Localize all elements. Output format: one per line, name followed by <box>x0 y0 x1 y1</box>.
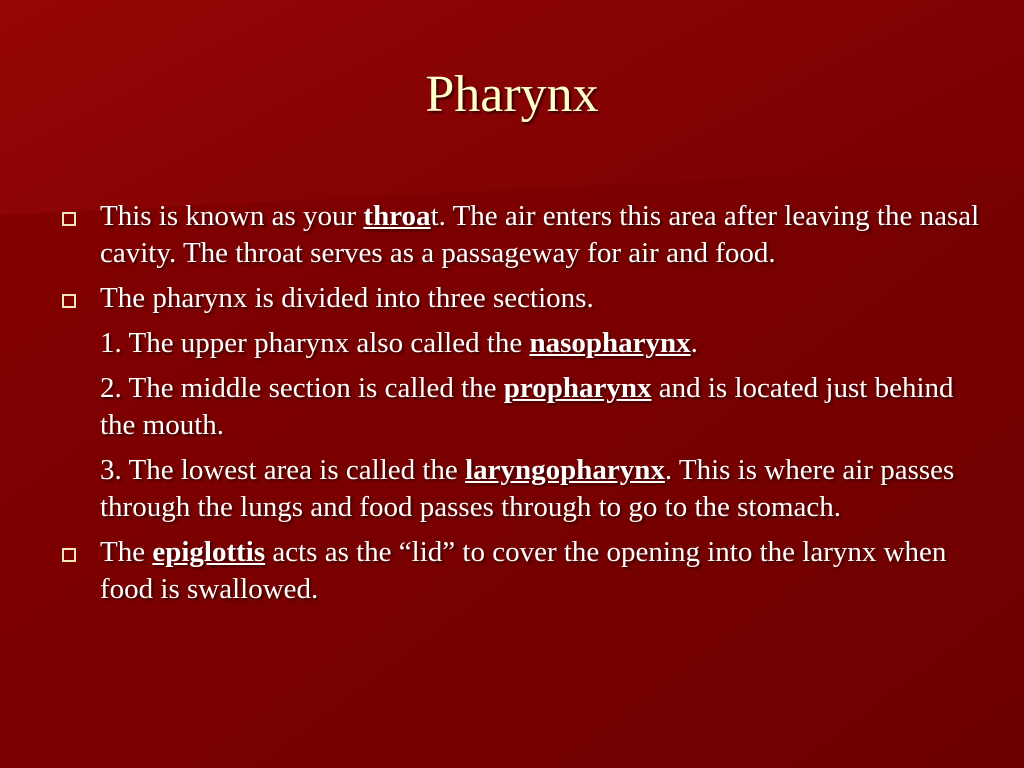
term-laryngopharynx-link[interactable]: laryngopharynx <box>465 454 665 486</box>
bullet-item-sections <box>60 280 980 317</box>
term-epiglottis-link[interactable]: epiglottis <box>152 536 266 568</box>
sub-item-text-post: and is located just behind the mouth. <box>100 372 954 441</box>
sub-item-upper-pharynx <box>60 325 980 362</box>
sub-item-middle-section <box>60 370 980 444</box>
sub-item-text-post: . This is where air passes through the lungs and food passes through to go to the stomach. <box>100 454 955 523</box>
term-propharynx-link[interactable]: propharynx <box>503 372 652 404</box>
bullet-text-post: acts as the “lid” to cover the opening into the larynx when food is swallowed. <box>100 536 947 605</box>
bullet-text-pre: The <box>100 536 153 568</box>
sub-item-lowest-area <box>60 452 980 526</box>
sub-item-text-post: . <box>690 327 698 359</box>
bullet-text-post: t. The air enters this area after leaving the nasal cavity. The throat serves as a passageway for air and food. <box>100 200 980 269</box>
hollow-square-bullet-icon <box>62 294 76 308</box>
term-nasopharynx-link[interactable]: nasopharynx <box>529 327 691 359</box>
bullet-text: The pharynx is divided into three sections. <box>100 282 594 314</box>
hollow-square-bullet-icon <box>62 212 76 226</box>
sub-item-text-pre: 2. The middle section is called the <box>100 372 504 404</box>
slide-body <box>60 198 980 616</box>
slide-title: Pharynx <box>425 66 599 123</box>
bullet-item-epiglottis <box>60 534 980 608</box>
sub-item-text-pre: 1. The upper pharynx also called the <box>100 327 530 359</box>
sub-item-text-pre: 3. The lowest area is called the <box>100 454 466 486</box>
hollow-square-bullet-icon <box>62 548 76 562</box>
bullet-text-pre: This is known as your <box>100 200 364 232</box>
bullet-item-throat <box>60 198 980 272</box>
term-throat-link[interactable]: throa <box>363 200 431 232</box>
